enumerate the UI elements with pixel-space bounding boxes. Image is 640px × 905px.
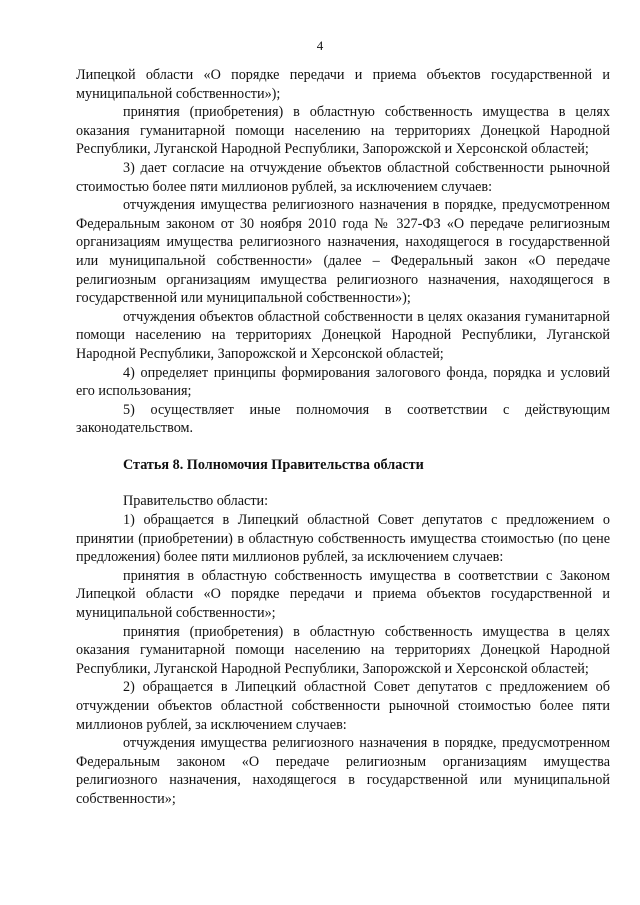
- paragraph: 3) дает согласие на отчуждение объектов областной собственности рыночной стоимостью более пяти миллионов рублей, за исключением случаев:: [76, 159, 610, 195]
- paragraph: 1) обращается в Липецкий областной Совет депутатов с предложением о принятии (приобретении) в областную собственность имущества стоимостью (по цене предложения) более пяти миллионов рублей, за исключением случаев:: [76, 512, 610, 566]
- document-body: [76, 66, 610, 809]
- paragraph: принятия (приобретения) в областную собственность имущества в целях оказания гуманитарной помощи населению на территориях Донецкой Народной Республики, Луганской Народной Республики, Запорожской и Херсонской областей;: [76, 623, 610, 677]
- article-heading: Статья 8. Полномочия Правительства области: [123, 456, 424, 473]
- paragraph: Липецкой области «О порядке передачи и приема объектов государственной и муниципальной собственности»);: [76, 67, 610, 102]
- paragraph: 4) определяет принципы формирования залогового фонда, порядка и условий его использования;: [76, 364, 610, 400]
- paragraph: отчуждения имущества религиозного назначения в порядке, предусмотренном Федеральным законом «О передаче религиозным организациям имущества религиозного назначения, находящегося в государственной или муниципальной собственности»;: [76, 735, 610, 807]
- paragraph: отчуждения имущества религиозного назначения в порядке, предусмотренном Федеральным законом от 30 ноября 2010 года № 327-ФЗ «О передаче религиозным организациям имущества религиозного назначения, находящегося в государственной или муниципальной собственности» (далее – Федеральный закон «О передаче религиозным организациям имущества религиозного назначения, находящегося в государственной или муниципальной собственности»);: [76, 197, 610, 307]
- page-number: 4: [316, 38, 324, 53]
- paragraph: отчуждения объектов областной собственности в целях оказания гуманитарной помощи населению на территориях Донецкой Народной Республики, Луганской Народной Республики, Запорожской и Херсонской областей;: [76, 308, 610, 362]
- paragraph: 2) обращается в Липецкий областной Совет депутатов с предложением об отчуждении объектов областной собственности рыночной стоимостью более пяти миллионов рублей, за исключением случаев:: [76, 679, 610, 733]
- paragraph: Правительство области:: [123, 493, 269, 510]
- paragraph: 5) осуществляет иные полномочия в соответствии с действующим законодательством.: [76, 401, 610, 437]
- paragraph: принятия в областную собственность имущества в соответствии с Законом Липецкой области «О порядке передачи и приема объектов государственной и муниципальной собственности»;: [76, 567, 610, 622]
- paragraph: принятия (приобретения) в областную собственность имущества в целях оказания гуманитарной помощи населению на территориях Донецкой Народной Республики, Луганской Народной Республики, Запорожской и Херсонской областей;: [76, 104, 610, 158]
